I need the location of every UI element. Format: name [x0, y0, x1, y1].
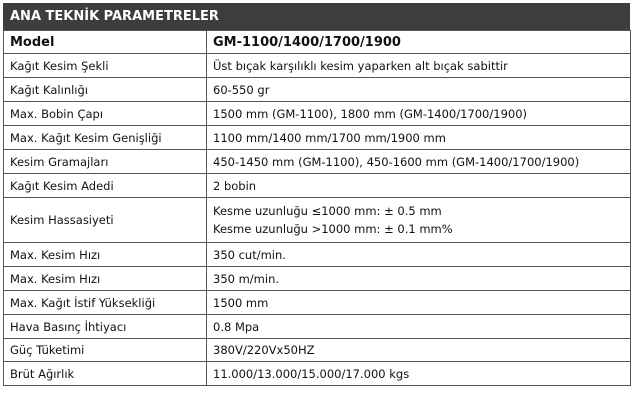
row-label: Güç Tüketimi: [4, 339, 207, 362]
row-value-line: Kesme uzunluğu >1000 mm: ± 0.1 mm%: [213, 222, 453, 236]
spec-table-container: [3, 3, 630, 386]
row-label: Kağıt Kalınlığı: [4, 78, 207, 102]
table-row: [4, 339, 631, 362]
table-row: [4, 362, 631, 386]
row-label: Hava Basınç İhtiyacı: [4, 315, 207, 339]
table-row: [4, 315, 631, 339]
table-row: [4, 267, 631, 291]
header-label: Model: [4, 31, 207, 54]
row-label: Max. Bobin Çapı: [4, 102, 207, 126]
table-title: ANA TEKNİK PARAMETRELER: [3, 3, 630, 30]
row-label: Max. Kesim Hızı: [4, 243, 207, 267]
spec-table: [3, 30, 631, 386]
row-label: Max. Kağıt Kesim Genişliği: [4, 126, 207, 150]
table-row: [4, 291, 631, 315]
row-value: 1500 mm: [207, 291, 631, 315]
header-row: [4, 31, 631, 54]
table-row: [4, 54, 631, 78]
row-label: Brüt Ağırlık: [4, 362, 207, 386]
table-row: [4, 126, 631, 150]
row-label: Kağıt Kesim Şekli: [4, 54, 207, 78]
table-row: [4, 102, 631, 126]
row-value: Üst bıçak karşılıklı kesim yaparken alt bıçak sabittir: [207, 54, 631, 78]
row-value: 350 m/min.: [207, 267, 631, 291]
row-value: 1100 mm/1400 mm/1700 mm/1900 mm: [207, 126, 631, 150]
table-row: [4, 243, 631, 267]
row-label: Max. Kesim Hızı: [4, 267, 207, 291]
row-value-line: Kesme uzunluğu ≤1000 mm: ± 0.5 mm: [213, 204, 442, 218]
table-row: [4, 150, 631, 174]
row-value: 0.8 Mpa: [207, 315, 631, 339]
row-value: 2 bobin: [207, 174, 631, 198]
row-value: 350 cut/min.: [207, 243, 631, 267]
row-label: Max. Kağıt İstif Yüksekliği: [4, 291, 207, 315]
row-label: Kesim Gramajları: [4, 150, 207, 174]
table-row: [4, 198, 631, 243]
table-row: [4, 174, 631, 198]
row-value: 450-1450 mm (GM-1100), 450-1600 mm (GM-1400/1700/1900): [207, 150, 631, 174]
row-value: [207, 198, 631, 243]
table-row: [4, 78, 631, 102]
row-label: Kesim Hassasiyeti: [4, 198, 207, 243]
row-value: 380V/220Vx50HZ: [207, 339, 631, 362]
row-value: 1500 mm (GM-1100), 1800 mm (GM-1400/1700/1900): [207, 102, 631, 126]
header-value: GM-1100/1400/1700/1900: [207, 31, 631, 54]
row-label: Kağıt Kesim Adedi: [4, 174, 207, 198]
row-value: 11.000/13.000/15.000/17.000 kgs: [207, 362, 631, 386]
row-value: 60-550 gr: [207, 78, 631, 102]
